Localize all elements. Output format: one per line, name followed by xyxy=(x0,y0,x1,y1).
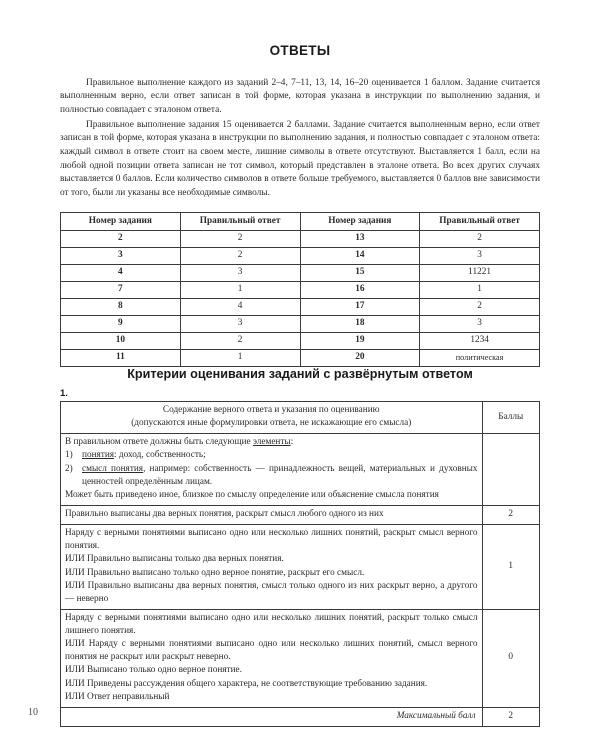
answer-lead-in-term: элементы xyxy=(252,437,291,448)
max-score-label: Максимальный балл xyxy=(61,707,483,726)
task-number-cell: 18 xyxy=(300,316,420,333)
answer-lead-in xyxy=(65,436,478,449)
criteria-table xyxy=(60,401,540,727)
criteria-line: ИЛИ Выписано только одно верное понятие. xyxy=(65,665,242,676)
list-item-term: смысл понятия xyxy=(82,463,144,474)
table-row xyxy=(61,299,540,316)
answer-cell: 2 xyxy=(180,248,300,265)
task-number-cell: 10 xyxy=(61,333,181,350)
task-number-cell: 20 xyxy=(300,350,420,367)
task-number-cell: 15 xyxy=(300,265,420,282)
criteria-line: ИЛИ Правильно выписано только одно верное понятие, раскрыт его смысл. xyxy=(65,567,365,578)
column-header-task-number-left: Номер задания xyxy=(61,212,181,231)
criteria-table-header-row xyxy=(61,402,540,434)
list-item-text: : доход, собственность; xyxy=(114,450,206,461)
list-item-marker: 1) xyxy=(65,450,73,461)
task-number-cell: 16 xyxy=(300,282,420,299)
criteria-line: Наряду с верными понятиями выписано одно или несколько лишних понятий, раскрыт смысл верного понятия. xyxy=(65,528,478,552)
column-header-answer-left: Правильный ответ xyxy=(180,212,300,231)
criteria-row xyxy=(61,609,540,707)
task-number-cell: 9 xyxy=(61,316,181,333)
intro-paragraph-1: Правильное выполнение каждого из заданий 2–4, 7–11, 13, 14, 16–20 оценивается 1 баллом. Задание считается выполненным верно, если ответ записан в той форме, которая указана в инструкции по выполнению задания, и полностью совпадает с эталоном ответа. xyxy=(60,77,540,116)
list-item-marker: 2) xyxy=(65,463,73,474)
answer-cell: 1234 xyxy=(420,333,540,350)
criteria-row xyxy=(61,505,540,524)
list-item-text: , например: собственность — принадлежность вещей, материальных и духовных ценностей определённым лицам. xyxy=(82,463,478,487)
column-header-answer-right: Правильный ответ xyxy=(420,212,540,231)
page-number: 10 xyxy=(28,707,38,718)
task-number-cell: 8 xyxy=(61,299,181,316)
task-number-cell: 4 xyxy=(61,265,181,282)
score-cell xyxy=(482,434,539,506)
criteria-task-number: 1. xyxy=(60,387,68,399)
table-row xyxy=(61,282,540,299)
column-header-task-number-right: Номер задания xyxy=(300,212,420,231)
list-item xyxy=(65,463,478,489)
answer-cell: 1 xyxy=(180,350,300,367)
criteria-line: ИЛИ Правильно выписаны только два верных понятия. xyxy=(65,554,284,565)
answer-cell: 1 xyxy=(180,282,300,299)
answer-cell: 3 xyxy=(420,248,540,265)
criteria-line: Наряду с верными понятиями выписано одно или несколько лишних понятий, раскрыт только смысл лишнего понятия. xyxy=(65,612,478,636)
answer-cell: 3 xyxy=(420,316,540,333)
content-header-line-1: Содержание верного ответа и указания по оцениванию xyxy=(162,405,380,416)
criteria-line: ИЛИ Ответ неправильный xyxy=(65,691,170,702)
task-number-cell: 13 xyxy=(300,231,420,248)
list-item xyxy=(65,449,478,462)
task-number-cell: 14 xyxy=(300,248,420,265)
answer-cell: политическая xyxy=(420,350,540,367)
criteria-row xyxy=(61,525,540,610)
answer-closing-note: Может быть приведено иное, близкое по смыслу определение или объяснение смысла понятия xyxy=(65,489,439,500)
criteria-description xyxy=(61,525,483,610)
table-row xyxy=(61,248,540,265)
answers-table xyxy=(60,212,540,367)
answer-cell: 2 xyxy=(420,299,540,316)
table-row xyxy=(61,265,540,282)
criteria-line: ИЛИ Приведены рассуждения общего характера, не соответствующие требованию задания. xyxy=(65,678,428,689)
table-row xyxy=(61,316,540,333)
table-row xyxy=(61,350,540,367)
answer-elements-list xyxy=(65,449,478,488)
column-header-score: Баллы xyxy=(482,402,539,434)
intro-text-block xyxy=(60,77,540,201)
correct-answer-content xyxy=(61,434,483,506)
answer-lead-in-text: В правильном ответе должны быть следующие xyxy=(65,437,253,448)
task-number-cell: 19 xyxy=(300,333,420,350)
max-score-row xyxy=(61,707,540,726)
task-number-cell: 3 xyxy=(61,248,181,265)
answer-cell: 11221 xyxy=(420,265,540,282)
answer-lead-in-tail: : xyxy=(290,437,294,448)
score-cell: 0 xyxy=(482,609,539,707)
task-number-cell: 11 xyxy=(61,350,181,367)
score-cell: 1 xyxy=(482,525,539,610)
score-cell: 2 xyxy=(482,505,539,524)
answer-cell: 2 xyxy=(180,333,300,350)
page-title: ОТВЕТЫ xyxy=(269,43,331,58)
task-number-cell: 17 xyxy=(300,299,420,316)
task-number-cell: 2 xyxy=(61,231,181,248)
list-item-term: понятия xyxy=(82,450,115,461)
answer-cell: 4 xyxy=(180,299,300,316)
intro-paragraph-2: Правильное выполнение задания 15 оценивается 2 баллами. Задание считается выполненным верно, если ответ записан в той форме, которая указана в инструкции по выполнению задания, и полностью совпадает с эталоном ответа: каждый символ в ответе стоит на своем месте, лишние символы в ответе отсутствуют. Выставляется 1 балл, если на любой одной позиции ответа записан не тот символ, который представлен в эталоне ответа. Во всех других случаях выставляется 0 баллов. Если количество символов в ответе больше требуемого, выставляется 0 баллов вне зависимости от того, были ли указаны все необходимые символы. xyxy=(60,119,540,198)
max-score-value: 2 xyxy=(482,707,539,726)
column-header-content xyxy=(61,402,483,434)
table-row xyxy=(61,333,540,350)
criteria-description xyxy=(61,609,483,707)
answer-cell: 3 xyxy=(180,316,300,333)
answer-cell: 3 xyxy=(180,265,300,282)
answers-table-header-row xyxy=(61,212,540,231)
criteria-line: ИЛИ Правильно выписаны два верных понятия, смысл только одного из них раскрыт верно, а другого — неверно xyxy=(65,580,478,604)
answer-cell: 1 xyxy=(420,282,540,299)
criteria-section-heading: Критерии оценивания заданий с развёрнутым ответом xyxy=(127,367,473,382)
criteria-line: ИЛИ Наряду с верными понятиями выписано одно или несколько лишних понятий, смысл верного понятия не раскрыт или раскрыт неверно. xyxy=(65,639,478,663)
content-header-line-2: (допускаются иные формулировки ответа, не искажающие его смысла) xyxy=(131,418,412,429)
task-number-cell: 7 xyxy=(61,282,181,299)
answer-cell: 2 xyxy=(180,231,300,248)
table-row xyxy=(61,231,540,248)
answer-cell: 2 xyxy=(420,231,540,248)
criteria-answer-block-row xyxy=(61,434,540,506)
criteria-description xyxy=(61,505,483,524)
criteria-line: Правильно выписаны два верных понятия, раскрыт смысл любого одного из них xyxy=(65,508,384,519)
